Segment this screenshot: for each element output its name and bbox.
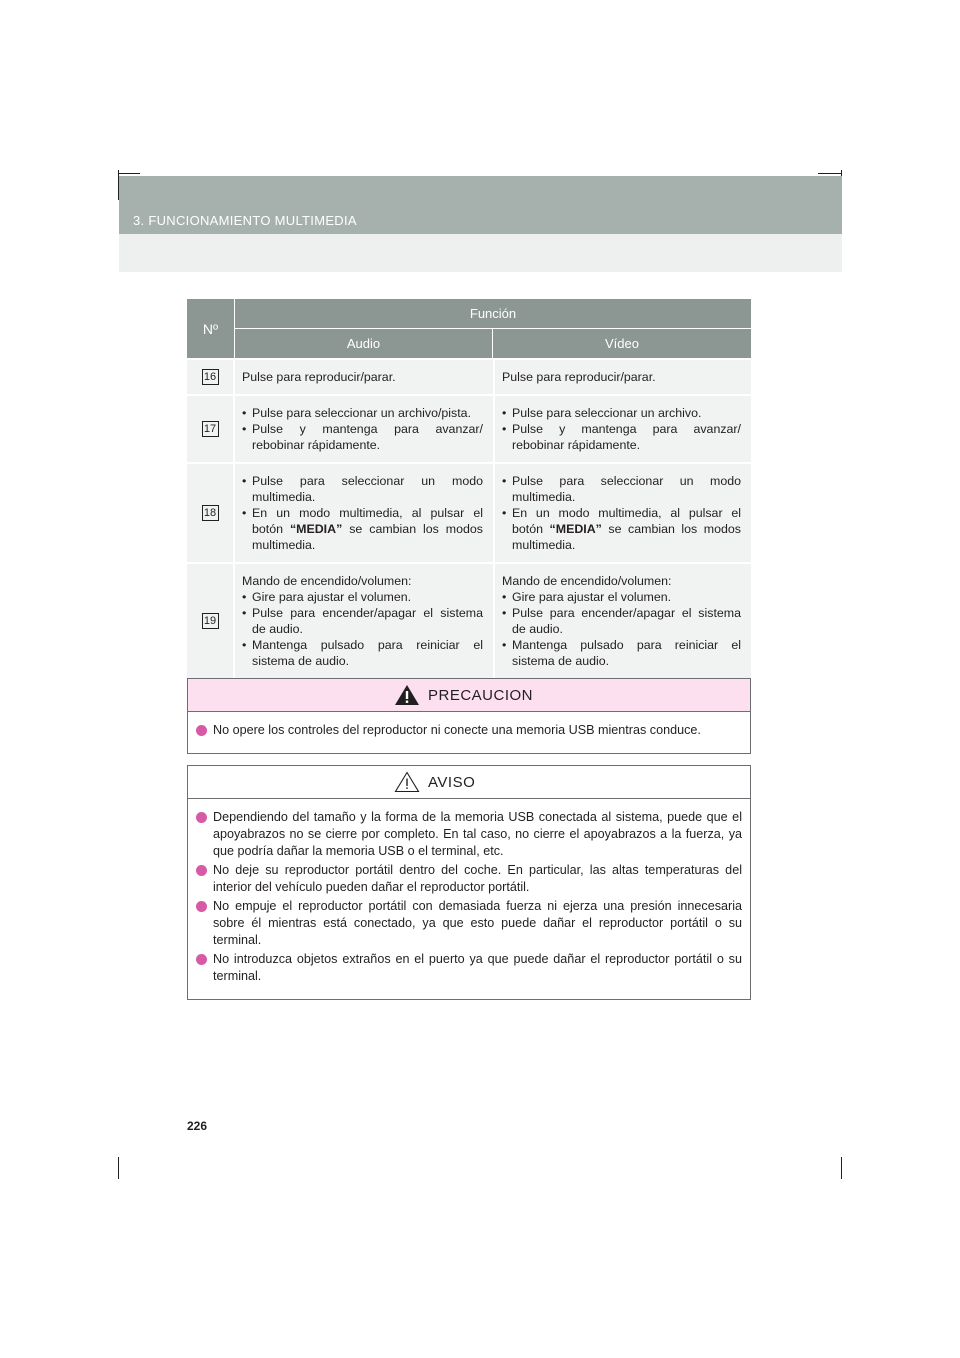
- caution-outline-icon: [394, 771, 420, 793]
- bullet-item: • Pulse para seleccionar un modo multimedia.: [502, 473, 741, 505]
- precaucion-header: [188, 679, 750, 712]
- bullet-dot-icon: [196, 725, 207, 736]
- section-title: 3. FUNCIONAMIENTO MULTIMEDIA: [133, 213, 357, 228]
- bullet-item: • Pulse y mantenga para avanzar/ rebobinar rápidamente.: [242, 421, 483, 453]
- row-number: 17: [202, 421, 219, 437]
- audio-cell: [235, 464, 493, 562]
- audio-cell: [235, 396, 493, 462]
- crop-mark: [118, 1157, 119, 1179]
- crop-mark: [118, 173, 140, 174]
- audio-bullet-list: [242, 405, 483, 453]
- audio-cell: [235, 360, 493, 394]
- function-table: [187, 299, 751, 678]
- crop-mark: [841, 1157, 842, 1179]
- audio-cell: [235, 564, 493, 678]
- aviso-item-text: Dependiendo del tamaño y la forma de la memoria USB conectada al sistema, puede que el apoyabrazos no se cierre por completo. En tal caso, no cierre el apoyabrazos a la fuerza, ya que podría dañar la memoria USB o el terminal, etc.: [213, 810, 742, 858]
- bullet-item: • Pulse y mantenga para avanzar/ rebobinar rápidamente.: [502, 421, 741, 453]
- video-cell: [493, 464, 751, 562]
- bullet-dot-icon: [196, 901, 207, 912]
- bullet-item: • Gire para ajustar el volumen.: [242, 589, 483, 605]
- video-cell: [493, 564, 751, 678]
- audio-lead-text: Mando de encendido/volumen:: [242, 574, 412, 588]
- video-bullet-list: [502, 473, 741, 553]
- aviso-item: [196, 809, 742, 860]
- crop-mark: [818, 173, 842, 174]
- video-bullet-list: [502, 589, 741, 669]
- header-video: Vídeo: [605, 336, 639, 351]
- precaucion-item: [196, 722, 742, 739]
- aviso-item: [196, 951, 742, 985]
- bullet-dot-icon: [196, 954, 207, 965]
- bullet-dot-icon: [196, 865, 207, 876]
- row-number: 18: [202, 505, 219, 521]
- bullet-dot-icon: [196, 812, 207, 823]
- precaucion-box: [187, 678, 751, 754]
- warning-icon: [394, 684, 420, 706]
- aviso-item-text: No empuje el reproductor portátil con demasiada fuerza ni ejerza una presión innecesaria sobre él mientras está conectado, ya que esto puede dañar el reproductor portátil o su terminal.: [213, 899, 742, 947]
- video-bullet-list: [502, 405, 741, 453]
- table-header: [187, 299, 751, 358]
- aviso-title: AVISO: [428, 774, 476, 791]
- page-number: 226: [187, 1119, 208, 1133]
- row-number-cell: [187, 396, 235, 462]
- aviso-body: [188, 799, 750, 999]
- aviso-box: [187, 765, 751, 1000]
- video-cell: [493, 360, 751, 394]
- bullet-item: • Pulse para encender/apagar el sistema de audio.: [242, 605, 483, 637]
- video-lead-text: Mando de encendido/volumen:: [502, 574, 672, 588]
- audio-bullet-list: [242, 473, 483, 553]
- video-lead-text: Pulse para reproducir/parar.: [502, 370, 656, 384]
- bullet-item: • Pulse para seleccionar un archivo/pista.: [242, 405, 483, 421]
- precaucion-title: PRECAUCION: [428, 687, 534, 704]
- bullet-item: • Pulse para encender/apagar el sistema de audio.: [502, 605, 741, 637]
- row-number-cell: [187, 564, 235, 678]
- header-function: Función: [235, 299, 751, 329]
- row-number-cell: [187, 360, 235, 394]
- bullet-item: • Pulse para seleccionar un archivo.: [502, 405, 741, 421]
- bullet-item: • Gire para ajustar el volumen.: [502, 589, 741, 605]
- audio-bullet-list: [242, 589, 483, 669]
- table-row: [187, 562, 751, 678]
- aviso-item-text: No deje su reproductor portátil dentro del coche. En particular, las altas temperaturas del interior del vehículo pueden dañar el reproductor portátil.: [213, 863, 742, 894]
- precaucion-item-text: No opere los controles del reproductor ni conecte una memoria USB mientras conduce.: [213, 723, 701, 737]
- bullet-item: • Pulse para seleccionar un modo multimedia.: [242, 473, 483, 505]
- header-num: Nº: [187, 299, 235, 358]
- audio-lead-text: Pulse para reproducir/parar.: [242, 370, 396, 384]
- video-cell: [493, 396, 751, 462]
- section-header: [119, 176, 842, 234]
- precaucion-body: [188, 712, 750, 753]
- bullet-item: • Mantenga pulsado para reiniciar el sistema de audio.: [502, 637, 741, 669]
- bullet-item: • En un modo multimedia, al pulsar el botón “MEDIA” se cambian los modos multimedia.: [502, 505, 741, 553]
- aviso-item: [196, 862, 742, 896]
- bullet-item: • Mantenga pulsado para reiniciar el sistema de audio.: [242, 637, 483, 669]
- aviso-header: [188, 766, 750, 799]
- row-number: 19: [202, 613, 219, 629]
- table-row: [187, 462, 751, 562]
- row-number-cell: [187, 464, 235, 562]
- table-body: [187, 358, 751, 678]
- bullet-item: • En un modo multimedia, al pulsar el botón “MEDIA” se cambian los modos multimedia.: [242, 505, 483, 553]
- section-subheader: [119, 234, 842, 272]
- aviso-item: [196, 898, 742, 949]
- row-number: 16: [202, 369, 219, 385]
- table-row: [187, 358, 751, 394]
- table-row: [187, 394, 751, 462]
- aviso-item-text: No introduzca objetos extraños en el puerto ya que puede dañar el reproductor portátil o su terminal.: [213, 952, 742, 983]
- header-audio: Audio: [235, 329, 493, 358]
